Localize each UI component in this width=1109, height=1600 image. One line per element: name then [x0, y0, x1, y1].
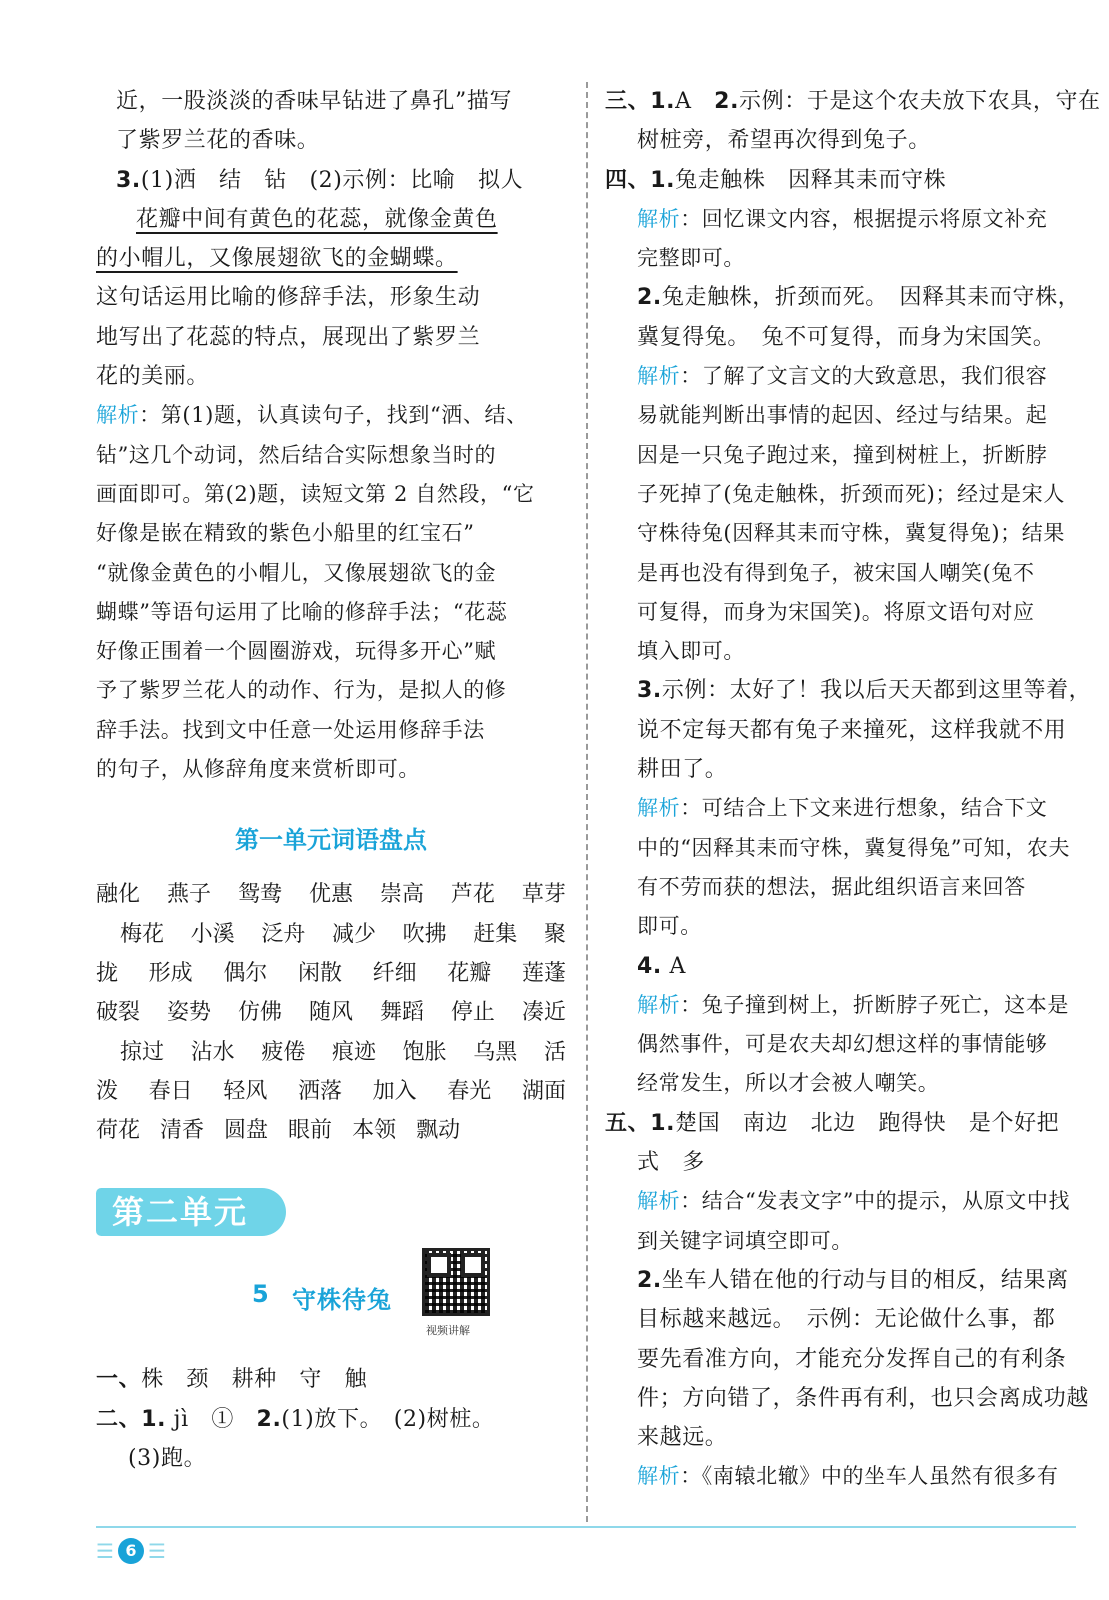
column-divider	[586, 82, 588, 1522]
vocab-section-title: 第一单元词语盘点	[235, 826, 427, 855]
explanation-line: 是再也没有得到兔子，被宋国人嘲笑(兔不	[637, 560, 1035, 585]
quote-line	[96, 200, 566, 239]
explanation-line: 好像正围着一个圆圈游戏，玩得多开心”赋	[96, 639, 497, 664]
answer-text: A	[669, 953, 686, 979]
answer-line	[605, 278, 1081, 317]
vocab-word: 荷花	[96, 1118, 141, 1144]
vocab-row	[96, 1033, 566, 1072]
answer-text: A	[675, 89, 715, 114]
vocab-word: 停止	[450, 1000, 495, 1026]
vocab-word: 纤细	[372, 960, 417, 986]
quote-line	[96, 239, 566, 278]
section-mark: 三、	[605, 89, 651, 114]
vocab-word: 破裂	[96, 1000, 141, 1026]
explanation-label: 解析	[637, 206, 681, 231]
explanation-line: 守株待兔(因释其耒而守株，冀复得兔)；结果	[637, 521, 1065, 546]
right-column	[605, 82, 1101, 1497]
vocab-word: 圆盘	[224, 1118, 269, 1144]
vocab-word: 偶尔	[223, 960, 268, 986]
vocab-word: 仿佛	[237, 1000, 282, 1026]
explanation-line: 即可。	[637, 914, 702, 939]
explanation-text: ：了解了文言文的大致意思，我们很容	[680, 364, 1048, 389]
vocab-word: 减少	[331, 921, 376, 947]
answer-line: 说不定每天都有兔子来撞死，这样我就不用	[637, 717, 1067, 743]
text-line: 这句话运用比喻的修辞手法，形象生动	[96, 285, 481, 311]
vocab-word: 赶集	[473, 921, 518, 947]
answer-line: 耕田了。	[637, 757, 728, 783]
question-number: 2.	[256, 1406, 282, 1432]
unit-banner-title: 第二单元	[112, 1193, 249, 1232]
vocab-word: 草芽	[521, 882, 566, 908]
question-number: 4.	[637, 953, 662, 979]
vocab-word: 清香	[160, 1118, 205, 1144]
explanation-line: 予了紫罗兰花人的动作、行为，是拟人的修	[96, 678, 507, 703]
unit-banner	[96, 1184, 286, 1240]
explanation-text: ：《南辕北辙》中的坐车人虽然有很多有	[680, 1464, 1059, 1489]
explanation-line	[605, 357, 1075, 396]
explanation-line: 经常发生，所以才会被人嘲笑。	[637, 1071, 940, 1096]
vocab-word: 莲蓬	[521, 960, 566, 986]
vocab-word: 崇高	[379, 882, 424, 908]
section-mark: 二、	[96, 1406, 142, 1432]
vocab-row	[96, 1111, 566, 1150]
question-number: 2.	[637, 1267, 662, 1293]
question-number: 3.	[116, 167, 141, 193]
vocab-word: 鸳鸯	[237, 882, 282, 908]
underlined-quote: 的小帽儿，又像展翅欲飞的金蝴蝶。	[96, 246, 458, 272]
answer-line: (3)跑。	[128, 1446, 207, 1472]
answer-line	[605, 947, 1075, 986]
vocab-word: 乌黑	[473, 1039, 518, 1065]
answer-line: 目标越来越远。 示例：无论做什么事，都	[637, 1307, 1056, 1333]
text-line: 近，一股淡淡的香味早钻进了鼻孔”描写	[116, 89, 513, 114]
vocab-word: 掠过	[120, 1039, 165, 1065]
explanation-line: 因是一只兔子跑过来，撞到树桩上，折断脖	[637, 442, 1048, 467]
answer-line	[605, 82, 1101, 121]
vocab-word: 洒落	[297, 1078, 342, 1104]
explanation-text: ：第(1)题，认真读句子，找到“洒、结、	[139, 403, 528, 428]
explanation-line: 中的“因释其耒而守株，冀复得兔”可知，农夫	[637, 835, 1071, 860]
vocab-word: 轻风	[223, 1078, 268, 1104]
question-number: 1.	[141, 1406, 167, 1432]
vocab-word: 小溪	[190, 921, 235, 947]
page-deco-icon: ☰	[96, 1539, 114, 1563]
answer-text: (1)洒 结 钻 (2)示例：比喻 拟人	[140, 167, 524, 193]
vocab-word: 活	[543, 1039, 566, 1065]
answer-line	[605, 1261, 1075, 1300]
vocab-row	[96, 875, 566, 914]
answer-line: 要先看准方向，才能充分发挥自己的有利条	[637, 1346, 1067, 1372]
answer-text: 兔走触株 因释其耒而守株	[675, 167, 947, 193]
page-deco-icon: ☰	[147, 1539, 166, 1563]
vocab-row	[96, 1072, 566, 1111]
text-line: 花的美丽。	[96, 364, 210, 390]
explanation-text: ：可结合上下文来进行想象，结合下文	[680, 796, 1048, 821]
explanation-text: ：回忆课文内容，根据提示将原文补充	[680, 206, 1048, 231]
vocab-word: 优惠	[308, 882, 353, 908]
answer-text: 示例：于是这个农夫放下农具，守在	[739, 89, 1101, 114]
explanation-label: 解析	[637, 364, 681, 389]
explanation-line: 偶然事件，可是农夫却幻想这样的事情能够	[637, 1032, 1048, 1057]
vocab-word: 飘动	[416, 1118, 461, 1144]
vocab-word: 芦花	[450, 882, 495, 908]
explanation-label: 解析	[637, 1464, 681, 1489]
answer-line	[605, 161, 1075, 200]
question-number: 2.	[714, 89, 740, 114]
section-mark: 四、	[605, 167, 651, 193]
question-number: 2.	[637, 285, 662, 311]
vocab-word: 痕迹	[331, 1039, 376, 1065]
explanation-label: 解析	[637, 796, 681, 821]
answer-line: 件；方向错了，条件再有利，也只会离成功越	[637, 1385, 1090, 1411]
explanation-line: 填入即可。	[637, 639, 745, 664]
section-mark: 五、	[605, 1110, 651, 1136]
explanation-line: “就像金黄色的小帽儿，又像展翅欲飞的金	[96, 560, 497, 585]
explanation-line: 好像是嵌在精致的紫色小船里的红宝石”	[96, 521, 475, 546]
explanation-text: ：结合“发表文字”中的提示，从原文中找	[680, 1189, 1071, 1214]
vocab-word: 吹拂	[402, 921, 447, 947]
explanation-line: 蝴蝶”等语句运用了比喻的修辞手法；“花蕊	[96, 599, 508, 624]
answer-line	[605, 671, 1092, 710]
vocab-word: 眼前	[288, 1118, 333, 1144]
answer-text: 株 颈 耕种 守 触	[141, 1367, 368, 1393]
vocab-row	[96, 993, 566, 1032]
explanation-line: 画面即可。第(2)题，读短文第 2 自然段，“它	[96, 481, 535, 506]
explanation-line: 钻”这几个动词，然后结合实际想象当时的	[96, 442, 497, 467]
underlined-quote: 花瓣中间有黄色的花蕊，就像金黄色	[136, 206, 498, 232]
explanation-line: 有不劳而获的想法，据此组织语言来回答	[637, 874, 1026, 899]
vocab-word: 融化	[96, 882, 141, 908]
vocab-word: 春日	[148, 1078, 193, 1104]
answer-text: jì ①	[173, 1406, 257, 1432]
vocab-word: 泼	[96, 1078, 119, 1104]
vocab-word: 泛舟	[261, 921, 306, 947]
page-number-badge	[96, 1538, 166, 1564]
vocab-word: 燕子	[166, 882, 211, 908]
explanation-line: 到关键字词填空即可。	[637, 1228, 853, 1253]
left-column	[96, 82, 566, 1478]
text-line: 了紫罗兰花的香味。	[116, 128, 320, 154]
explanation-line	[605, 986, 1075, 1025]
lesson-title: 守株待兔	[292, 1286, 392, 1315]
answer-line	[605, 1104, 1075, 1143]
explanation-line: 辞手法。找到文中任意一处运用修辞手法	[96, 717, 485, 742]
footer-rule	[96, 1526, 1076, 1528]
vocab-word: 疲倦	[261, 1039, 306, 1065]
vocab-row	[96, 954, 566, 993]
explanation-line: 可复得，而身为宋国笑)。将原文语句对应	[637, 599, 1035, 624]
answer-line: 来越远。	[637, 1425, 728, 1451]
answer-line	[96, 1360, 566, 1399]
answer-line: 树桩旁，希望再次得到兔子。	[637, 128, 931, 154]
vocab-word: 沾水	[190, 1039, 235, 1065]
vocab-word: 舞蹈	[379, 1000, 424, 1026]
answer-text: 示例：太好了！我以后天天都到这里等着，	[661, 678, 1092, 704]
vocab-word: 花瓣	[447, 960, 492, 986]
explanation-line	[605, 1182, 1075, 1221]
section-mark: 一、	[96, 1367, 142, 1393]
answer-text: 楚国 南边 北边 跑得快 是个好把	[675, 1110, 1060, 1136]
vocab-word: 闲散	[297, 960, 342, 986]
vocab-row	[96, 915, 566, 954]
vocab-word: 姿势	[166, 1000, 211, 1026]
answer-line	[96, 1400, 566, 1439]
explanation-label: 解析	[96, 403, 140, 428]
qr-code-icon[interactable]	[422, 1248, 490, 1316]
vocab-word: 湖面	[521, 1078, 566, 1104]
explanation-line	[605, 1457, 1075, 1496]
text-line: 地写出了花蕊的特点，展现出了紫罗兰	[96, 324, 481, 350]
explanation-label: 解析	[637, 992, 681, 1017]
explanation-line	[96, 396, 566, 435]
answer-text: (1)放下。 (2)树桩。	[281, 1406, 495, 1432]
explanation-label: 解析	[637, 1189, 681, 1214]
vocab-word: 春光	[447, 1078, 492, 1104]
lesson-header	[96, 1240, 566, 1360]
explanation-line	[605, 200, 1075, 239]
explanation-line: 的句子，从修辞角度来赏析即可。	[96, 757, 420, 782]
vocab-word: 聚	[543, 921, 566, 947]
vocab-word: 加入	[372, 1078, 417, 1104]
page-number: 6	[118, 1538, 144, 1564]
vocab-word: 拢	[96, 960, 119, 986]
explanation-line: 易就能判断出事情的起因、经过与结果。起	[637, 403, 1048, 428]
answer-text: 兔走触株，折颈而死。 因释其耒而守株，	[661, 285, 1081, 311]
explanation-line: 完整即可。	[637, 246, 745, 271]
vocab-word: 梅花	[120, 921, 165, 947]
question-number: 1.	[650, 167, 676, 193]
explanation-text: ：兔子撞到树上，折断脖子死亡，这本是	[680, 992, 1070, 1017]
vocab-word: 本领	[352, 1118, 397, 1144]
explanation-line	[605, 789, 1075, 828]
answer-text: 坐车人错在他的行动与目的相反，结果离	[661, 1267, 1069, 1293]
vocab-word: 形成	[148, 960, 193, 986]
answer-line: 冀复得兔。 兔不可复得，而身为宋国笑。	[637, 324, 1056, 350]
vocab-word: 随风	[308, 1000, 353, 1026]
qr-caption: 视频讲解	[426, 1324, 470, 1338]
question-number: 1.	[650, 1110, 676, 1136]
explanation-line: 子死掉了(兔走触株，折颈而死)；经过是宋人	[637, 481, 1065, 506]
answer-3-head	[96, 161, 566, 200]
answer-line: 式 多	[637, 1150, 705, 1176]
question-number: 1.	[650, 89, 676, 114]
question-number: 3.	[637, 678, 662, 704]
lesson-number: 5	[252, 1280, 269, 1309]
vocab-word: 凑近	[521, 1000, 566, 1026]
vocab-word: 饱胀	[402, 1039, 447, 1065]
